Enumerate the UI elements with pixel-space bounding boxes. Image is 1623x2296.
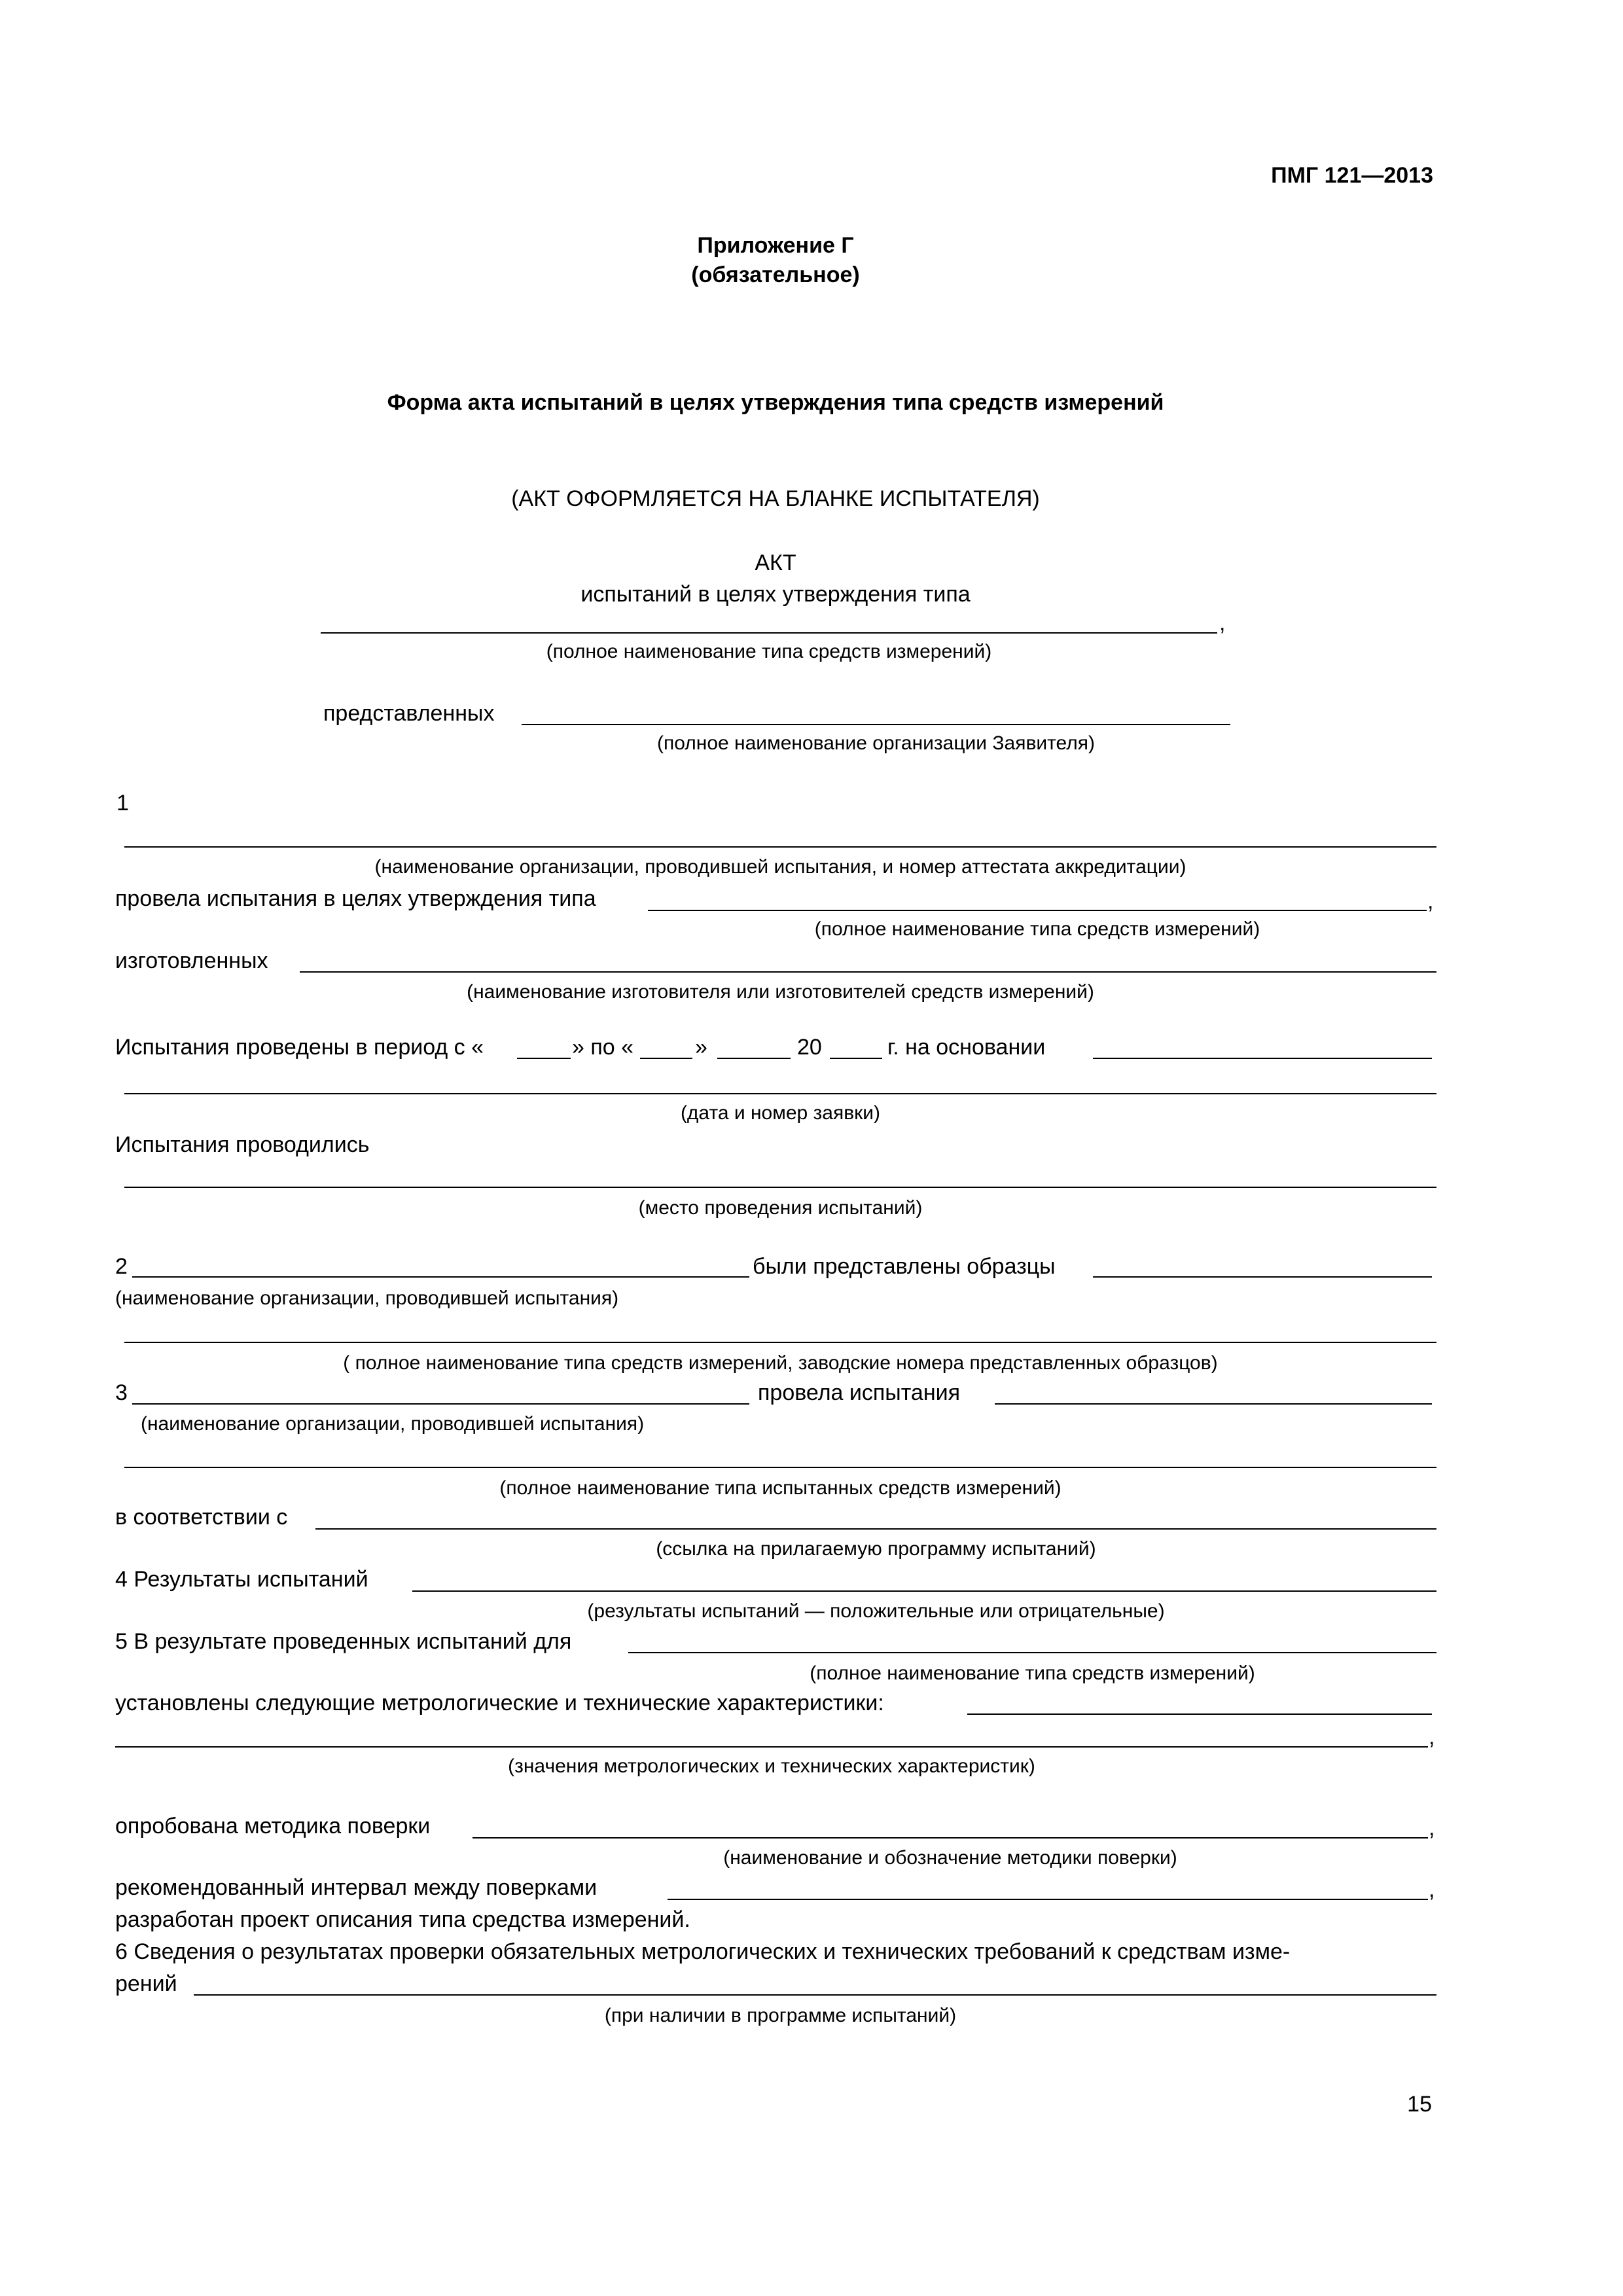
section-6-field[interactable] bbox=[194, 1994, 1436, 1996]
place-label: Испытания проводились bbox=[115, 1132, 370, 1157]
manufacturer-field[interactable] bbox=[300, 971, 1436, 973]
section-6-hint: (при наличии в программе испытаний) bbox=[604, 2005, 957, 2026]
results-hint: (результаты испытаний — положительные или отрицательные) bbox=[587, 1600, 1165, 1622]
interval-field[interactable] bbox=[668, 1899, 1428, 1900]
applicant-field[interactable] bbox=[522, 724, 1230, 725]
section-2-org-field[interactable] bbox=[132, 1276, 749, 1278]
testing-org-hint: (наименование организации, проводившей испытания, и номер аттестата аккредитации) bbox=[374, 856, 1186, 878]
section-2-org-hint: (наименование организации, проводившей испытания) bbox=[115, 1287, 619, 1309]
act-subtitle: испытаний в целях утверждения типа bbox=[580, 582, 971, 607]
period-year-field[interactable] bbox=[830, 1058, 882, 1059]
interval-label: рекомендованный интервал между поверками bbox=[115, 1875, 597, 1900]
section-3-number: 3 bbox=[115, 1380, 128, 1405]
section-3-tested-label: провела испытания bbox=[758, 1380, 961, 1405]
place-hint: (место проведения испытаний) bbox=[638, 1197, 923, 1219]
manufactured-label: изготовленных bbox=[115, 948, 268, 973]
samples-label: были представлены образцы bbox=[753, 1254, 1056, 1279]
method-label: опробована методика поверки bbox=[115, 1814, 431, 1839]
section-3-tested-field[interactable] bbox=[995, 1403, 1432, 1405]
comma: , bbox=[1219, 611, 1226, 636]
comma: , bbox=[1429, 1816, 1435, 1840]
tested-type-field[interactable] bbox=[648, 910, 1427, 911]
basis-label: г. на основании bbox=[887, 1035, 1046, 1060]
period-month-field[interactable] bbox=[717, 1058, 791, 1059]
form-title: Форма акта испытаний в целях утверждения типа средств измерений bbox=[387, 390, 1164, 415]
samples-hint: ( полное наименование типа средств измерений, заводские номера представленных образцов) bbox=[343, 1352, 1218, 1374]
place-field[interactable] bbox=[124, 1187, 1436, 1188]
testing-org-field[interactable] bbox=[124, 846, 1436, 848]
program-field[interactable] bbox=[315, 1528, 1436, 1530]
section-6-text: 6 Сведения о результатах проверки обязательных метрологических и технических требований к средствам изме- bbox=[115, 1939, 1291, 1964]
manufacturer-hint: (наименование изготовителя или изготовителей средств измерений) bbox=[467, 981, 1094, 1003]
samples-field[interactable] bbox=[1093, 1276, 1432, 1278]
characteristics-values-field[interactable] bbox=[115, 1746, 1428, 1748]
section-3-org-hint: (наименование организации, проводившей испытания) bbox=[141, 1413, 645, 1435]
presented-label: представленных bbox=[323, 701, 495, 726]
tested-label: провела испытания в целях утверждения типа bbox=[115, 886, 596, 911]
appendix-status: (обязательное) bbox=[691, 262, 860, 287]
method-field[interactable] bbox=[473, 1837, 1428, 1839]
blank-note: (АКТ ОФОРМЛЯЕТСЯ НА БЛАНКЕ ИСПЫТАТЕЛЯ) bbox=[511, 486, 1040, 511]
section-4-label: 4 Результаты испытаний bbox=[115, 1567, 368, 1592]
results-field[interactable] bbox=[412, 1590, 1436, 1592]
act-heading: АКТ bbox=[755, 550, 796, 575]
period-label: Испытания проведены в период с « bbox=[115, 1035, 484, 1060]
applicant-hint: (полное наименование организации Заявителя) bbox=[657, 732, 1095, 754]
page-number: 15 bbox=[1407, 2092, 1432, 2117]
section-1-number: 1 bbox=[116, 791, 129, 816]
section-5-label: 5 В результате проведенных испытаний для bbox=[115, 1629, 572, 1654]
method-hint: (наименование и обозначение методики поверки) bbox=[723, 1847, 1177, 1869]
accordance-label: в соответствии с bbox=[115, 1505, 288, 1530]
year-prefix: 20 bbox=[797, 1035, 822, 1060]
section-3-org-field[interactable] bbox=[132, 1403, 749, 1405]
characteristics-field[interactable] bbox=[967, 1713, 1432, 1715]
section-6-continuation: рений bbox=[115, 1971, 177, 1996]
characteristics-hint: (значения метрологических и технических характеристик) bbox=[508, 1755, 1035, 1777]
comma: , bbox=[1429, 1725, 1435, 1749]
characteristics-label: установлены следующие метрологические и технические характеристики: bbox=[115, 1691, 884, 1715]
appendix-title: Приложение Г bbox=[697, 233, 854, 258]
tested-type-hint: (полное наименование типа средств измерений) bbox=[814, 918, 1260, 940]
samples-details-field[interactable] bbox=[124, 1342, 1436, 1343]
period-mid-label: » по « bbox=[572, 1035, 634, 1060]
program-hint: (ссылка на прилагаемую программу испытаний) bbox=[656, 1538, 1096, 1560]
draft-note: разработан проект описания типа средства измерений. bbox=[115, 1907, 690, 1932]
comma: , bbox=[1427, 889, 1434, 914]
request-field[interactable] bbox=[124, 1093, 1436, 1094]
request-hint: (дата и номер заявки) bbox=[680, 1102, 881, 1124]
period-close-quote: » bbox=[695, 1035, 707, 1060]
basis-field[interactable] bbox=[1093, 1058, 1432, 1059]
comma: , bbox=[1429, 1877, 1435, 1902]
period-end-day-field[interactable] bbox=[640, 1058, 692, 1059]
type-name-hint: (полное наименование типа средств измерений) bbox=[546, 641, 992, 662]
document-code: ПМГ 121—2013 bbox=[1271, 163, 1433, 188]
section-5-type-field[interactable] bbox=[628, 1652, 1436, 1653]
type-name-field[interactable] bbox=[321, 632, 1217, 634]
section-3-type-field[interactable] bbox=[124, 1467, 1436, 1468]
section-3-type-hint: (полное наименование типа испытанных средств измерений) bbox=[499, 1477, 1061, 1499]
section-2-number: 2 bbox=[115, 1254, 128, 1279]
section-5-type-hint: (полное наименование типа средств измерений) bbox=[810, 1662, 1255, 1684]
period-start-day-field[interactable] bbox=[517, 1058, 571, 1059]
